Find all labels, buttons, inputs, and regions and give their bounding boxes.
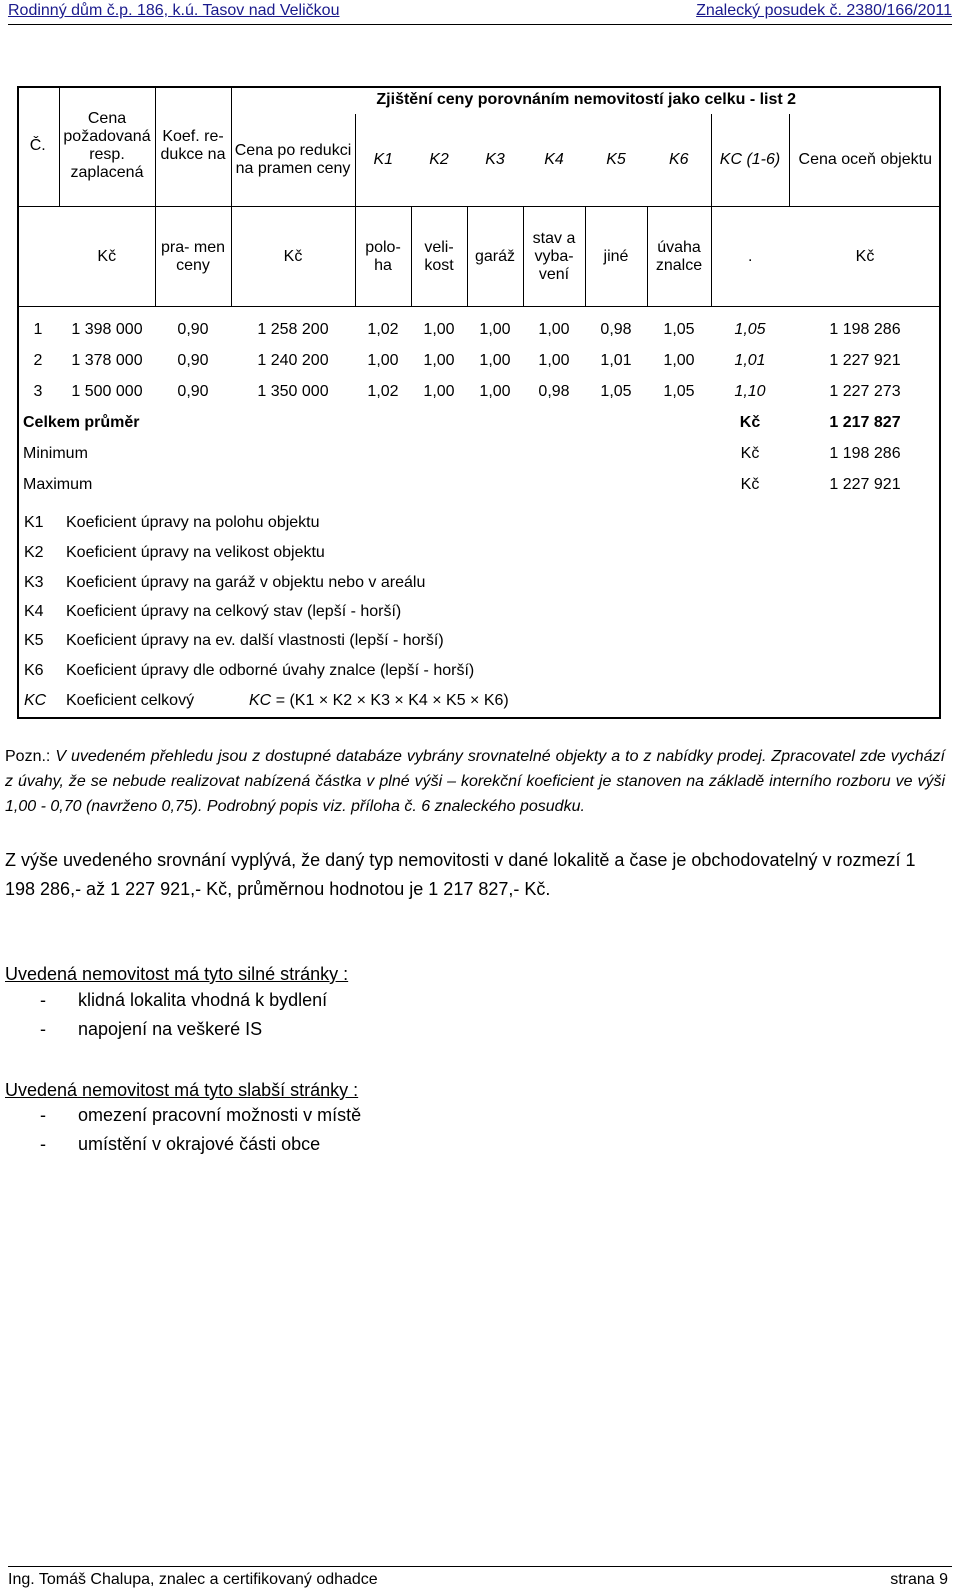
row-coef: 0,90 (177, 321, 209, 338)
legend-text: Koeficient celkový (66, 692, 195, 709)
row-valuation: 1 227 273 (829, 383, 901, 400)
table-title: Zjištění ceny porovnáním nemovitostí jako celku - list 2 (376, 91, 797, 109)
sub-head-kc-3: Kč (789, 207, 941, 307)
row-k5: 1,05 (600, 383, 632, 400)
col-kc-head: KC (1-6) (711, 114, 789, 206)
row-k4: 1,00 (538, 352, 570, 369)
bullet-dash: - (40, 1019, 46, 1039)
row-kc: 1,10 (734, 383, 766, 400)
legend-key: KC (24, 692, 47, 709)
note-lead: Pozn.: (5, 748, 51, 765)
row-coef: 0,90 (177, 352, 209, 369)
bullet-dash: - (40, 1105, 46, 1125)
legend-key: K6 (24, 662, 44, 679)
row-k3: 1,00 (479, 352, 511, 369)
legend-formula (249, 692, 509, 710)
sub-head-dot: . (711, 207, 789, 307)
col-k1-head: K1 (355, 114, 411, 206)
row-number: 1 (33, 321, 43, 338)
sub-head-other: jiné (585, 207, 647, 307)
col-number-head: Č. (17, 86, 59, 207)
note-text: V uvedeném přehledu jsou z dostupné databáze vybrány srovnatelné objekty a to z nabídky prodej. Zpracovatel zde vychází z úvahy, že se nebude realizovat nabízená částka v plné výši – korekční koeficient je stanoven na základě interního rozboru ve výši 1,00 - 0,70 (navrženo 0,75). Podrobný popis viz. příloha č. 6 znaleckého posudku. (5, 748, 945, 815)
row-k5: 1,01 (600, 352, 632, 369)
summary-label: Celkem průměr (23, 414, 140, 431)
col-k5-head: K5 (585, 114, 647, 206)
table-row (17, 377, 941, 408)
row-coef: 0,90 (177, 383, 209, 400)
table-row (17, 346, 941, 377)
summary-unit: Kč (740, 476, 760, 493)
summary-unit: Kč (740, 445, 760, 462)
col-k6-head: K6 (647, 114, 711, 206)
bullet-dash: - (40, 990, 46, 1010)
row-number: 3 (33, 383, 43, 400)
header-title[interactable]: Rodinný dům č.p. 186, k.ú. Tasov nad Veličkou (8, 2, 340, 19)
row-k1: 1,00 (367, 352, 399, 369)
header-doc-number[interactable]: Znalecký posudek č. 2380/166/2011 (696, 2, 952, 19)
summary-row (17, 439, 941, 470)
legend-text: Koeficient úpravy na garáž v objektu nebo v areálu (66, 574, 426, 591)
formula-expression: = (K1 × K2 × K3 × K4 × K5 × K6) (275, 692, 509, 709)
row-reduced-price: 1 240 200 (257, 352, 329, 369)
summary-value: 1 198 286 (829, 445, 901, 462)
row-k2: 1,00 (423, 383, 455, 400)
row-kc: 1,01 (734, 352, 766, 369)
summary-unit: Kč (739, 414, 761, 431)
legend-text: Koeficient úpravy na polohu objektu (66, 514, 320, 531)
sub-head-garage: garáž (467, 207, 523, 307)
row-k1: 1,02 (367, 383, 399, 400)
comparison-table (17, 86, 941, 501)
list-item-text: omezení pracovní možnosti v místě (78, 1105, 362, 1125)
sub-head-size: veli- kost (411, 207, 467, 307)
row-price: 1 500 000 (71, 383, 143, 400)
footer-author: Ing. Tomáš Chalupa, znalec a certifikovaný odhadce (8, 1571, 378, 1588)
page-footer (8, 1566, 952, 1589)
row-number: 2 (33, 352, 43, 369)
row-k6: 1,05 (663, 321, 695, 338)
summary-row (17, 470, 941, 501)
row-k6: 1,05 (663, 383, 695, 400)
row-valuation: 1 227 921 (829, 352, 901, 369)
legend-key: K1 (24, 514, 44, 531)
list-item-text: klidná lokalita vhodná k bydlení (78, 990, 328, 1010)
legend-key: K2 (24, 544, 44, 561)
summary-label: Minimum (23, 445, 88, 462)
row-k4: 1,00 (538, 321, 570, 338)
list-item-text: napojení na veškeré IS (78, 1019, 263, 1039)
sub-head-location: polo- ha (355, 207, 411, 307)
summary-value: 1 217 827 (829, 414, 901, 431)
col-k3-head: K3 (467, 114, 523, 206)
sub-head-expert: úvaha znalce (647, 207, 711, 307)
sub-head-condition: stav a vyba- vení (523, 207, 585, 307)
legend-key: K5 (24, 632, 44, 649)
row-k4: 0,98 (538, 383, 570, 400)
row-k3: 1,00 (479, 383, 511, 400)
legend-text: Koeficient úpravy na ev. další vlastnosti (lepší - horší) (66, 632, 444, 649)
row-reduced-price: 1 258 200 (257, 321, 329, 338)
sub-head-kc-2: Kč (231, 207, 355, 307)
col-k2-head: K2 (411, 114, 467, 206)
row-price: 1 378 000 (71, 352, 143, 369)
row-k2: 1,00 (423, 321, 455, 338)
row-k3: 1,00 (479, 321, 511, 338)
page-header (8, 2, 952, 25)
summary-label: Maximum (23, 476, 93, 493)
row-k5: 0,98 (600, 321, 632, 338)
conclusion-paragraph: Z výše uvedeného srovnání vyplývá, že daný typ nemovitosti v dané lokalitě a čase je obchodovatelný v rozmezí 1 198 286,- až 1 227 921,- Kč, průměrnou hodnotou je 1 217 827,- Kč. (5, 850, 916, 899)
note-paragraph (5, 744, 945, 819)
summary-value: 1 227 921 (829, 476, 901, 493)
col-k4-head: K4 (523, 114, 585, 206)
formula-kc: KC (249, 692, 272, 709)
row-reduced-price: 1 350 000 (257, 383, 329, 400)
legend-text: Koeficient úpravy na velikost objektu (66, 544, 325, 561)
bullet-dash: - (40, 1134, 46, 1154)
list-item-text: umístění v okrajové části obce (78, 1134, 321, 1154)
col-valuation-head: Cena oceň objektu (789, 114, 941, 206)
summary-row (17, 408, 941, 439)
col-price-head: Cena požadovaná resp. zaplacená (59, 86, 155, 207)
legend-text: Koeficient úpravy dle odborné úvahy znalce (lepší - horší) (66, 662, 475, 679)
row-k2: 1,00 (423, 352, 455, 369)
footer-page-number: strana 9 (890, 1571, 948, 1588)
sub-head-kc-1: Kč (59, 207, 155, 307)
legend-key: K3 (24, 574, 44, 591)
table-row (17, 315, 941, 346)
row-k6: 1,00 (663, 352, 695, 369)
strengths-title: Uvedená nemovitost má tyto silné stránky : (5, 964, 349, 984)
row-price: 1 398 000 (71, 321, 143, 338)
row-valuation: 1 198 286 (829, 321, 901, 338)
weaknesses-title: Uvedená nemovitost má tyto slabší stránky : (5, 1080, 359, 1100)
col-reduced-price-head: Cena po redukci na pramen ceny (231, 114, 355, 206)
row-k1: 1,02 (367, 321, 399, 338)
legend-key: K4 (24, 603, 44, 620)
sub-head-source: pra- men ceny (155, 207, 231, 307)
row-kc: 1,05 (734, 321, 766, 338)
sub-head-empty (17, 207, 59, 307)
col-coef-head: Koef. re- dukce na (155, 86, 231, 207)
legend-text: Koeficient úpravy na celkový stav (lepší - horší) (66, 603, 402, 620)
